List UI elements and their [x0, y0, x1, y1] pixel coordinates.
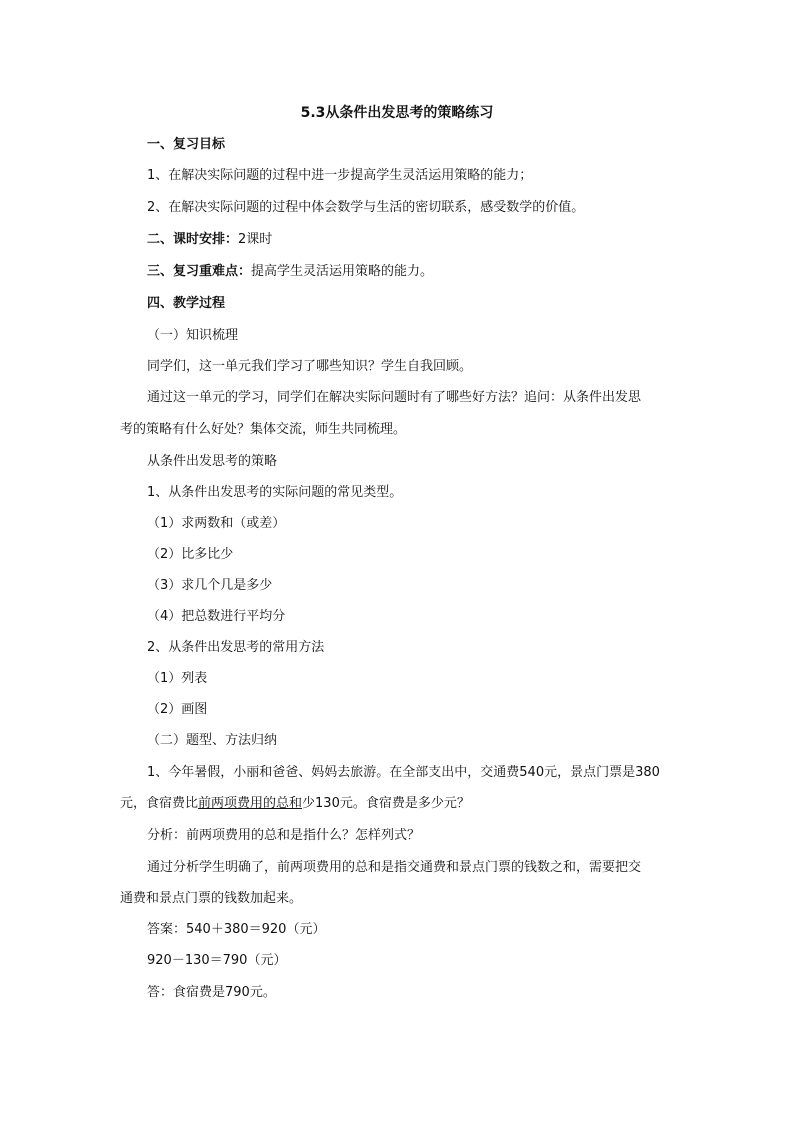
explanation-line1: 通过分析学生明确了，前两项费用的总和是指交通费和景点门票的钱数之和，需要把交 — [147, 860, 642, 875]
subsection-knowledge: （一）知识梳理 — [147, 328, 239, 343]
answer-line1: 答案：540＋380＝920（元） — [147, 922, 326, 937]
method-item-1: （1）列表 — [147, 671, 208, 686]
type-item-1: （1）求两数和（或差） — [147, 516, 286, 531]
list-item-types: 1、从条件出发思考的实际问题的常见类型。 — [147, 485, 403, 500]
section-key-points — [147, 264, 433, 280]
list-item-methods: 2、从条件出发思考的常用方法 — [147, 640, 325, 655]
schedule-value: 2课时 — [238, 232, 273, 247]
analysis-text: 分析：前两项费用的总和是指什么？怎样列式？ — [147, 828, 421, 843]
goal-item-2: 2、在解决实际问题的过程中体会数学与生活的密切联系，感受数学的价值。 — [147, 200, 585, 215]
strategy-heading: 从条件出发思考的策略 — [147, 454, 278, 469]
question-text-pre: 元，食宿费比 — [120, 796, 199, 811]
section-heading-process: 四、教学过程 — [147, 296, 226, 311]
question-line1: 1、今年暑假，小丽和爸爸、妈妈去旅游。在全部支出中，交通费540元，景点门票是380 — [147, 765, 660, 780]
paragraph-review: 同学们，这一单元我们学习了哪些知识？学生自我回顾。 — [147, 359, 473, 374]
section-schedule — [147, 232, 272, 248]
subsection-types-methods: （二）题型、方法归纳 — [147, 733, 278, 748]
section-heading-goals: 一、复习目标 — [147, 137, 226, 152]
document-title: 5.3从条件出发思考的策略练习 — [300, 105, 494, 121]
explanation-line2: 通费和景点门票的钱数加起来。 — [120, 891, 303, 906]
goal-item-1: 1、在解决实际问题的过程中进一步提高学生灵活运用策略的能力； — [147, 168, 533, 183]
answer-line2: 920－130＝790（元） — [147, 953, 287, 968]
answer-line3: 答：食宿费是790元。 — [147, 985, 276, 1000]
type-item-3: （3）求几个几是多少 — [147, 578, 273, 593]
question-text-post: 少130元。食宿费是多少元？ — [302, 796, 470, 811]
section-heading-key-points: 三、复习重难点： — [147, 264, 252, 279]
paragraph-methods-line1: 通过这一单元的学习，同学们在解决实际问题时有了哪些好方法？追问：从条件出发思 — [147, 390, 642, 405]
question-line2 — [120, 796, 470, 812]
question-underlined-text: 前两项费用的总和 — [198, 796, 303, 811]
paragraph-methods-line2: 考的策略有什么好处？集体交流，师生共同梳理。 — [120, 422, 407, 437]
type-item-2: （2）比多比少 — [147, 547, 234, 562]
key-points-value: 提高学生灵活运用策略的能力。 — [251, 264, 434, 279]
section-heading-schedule: 二、课时安排： — [147, 232, 239, 247]
method-item-2: （2）画图 — [147, 702, 208, 717]
type-item-4: （4）把总数进行平均分 — [147, 609, 286, 624]
